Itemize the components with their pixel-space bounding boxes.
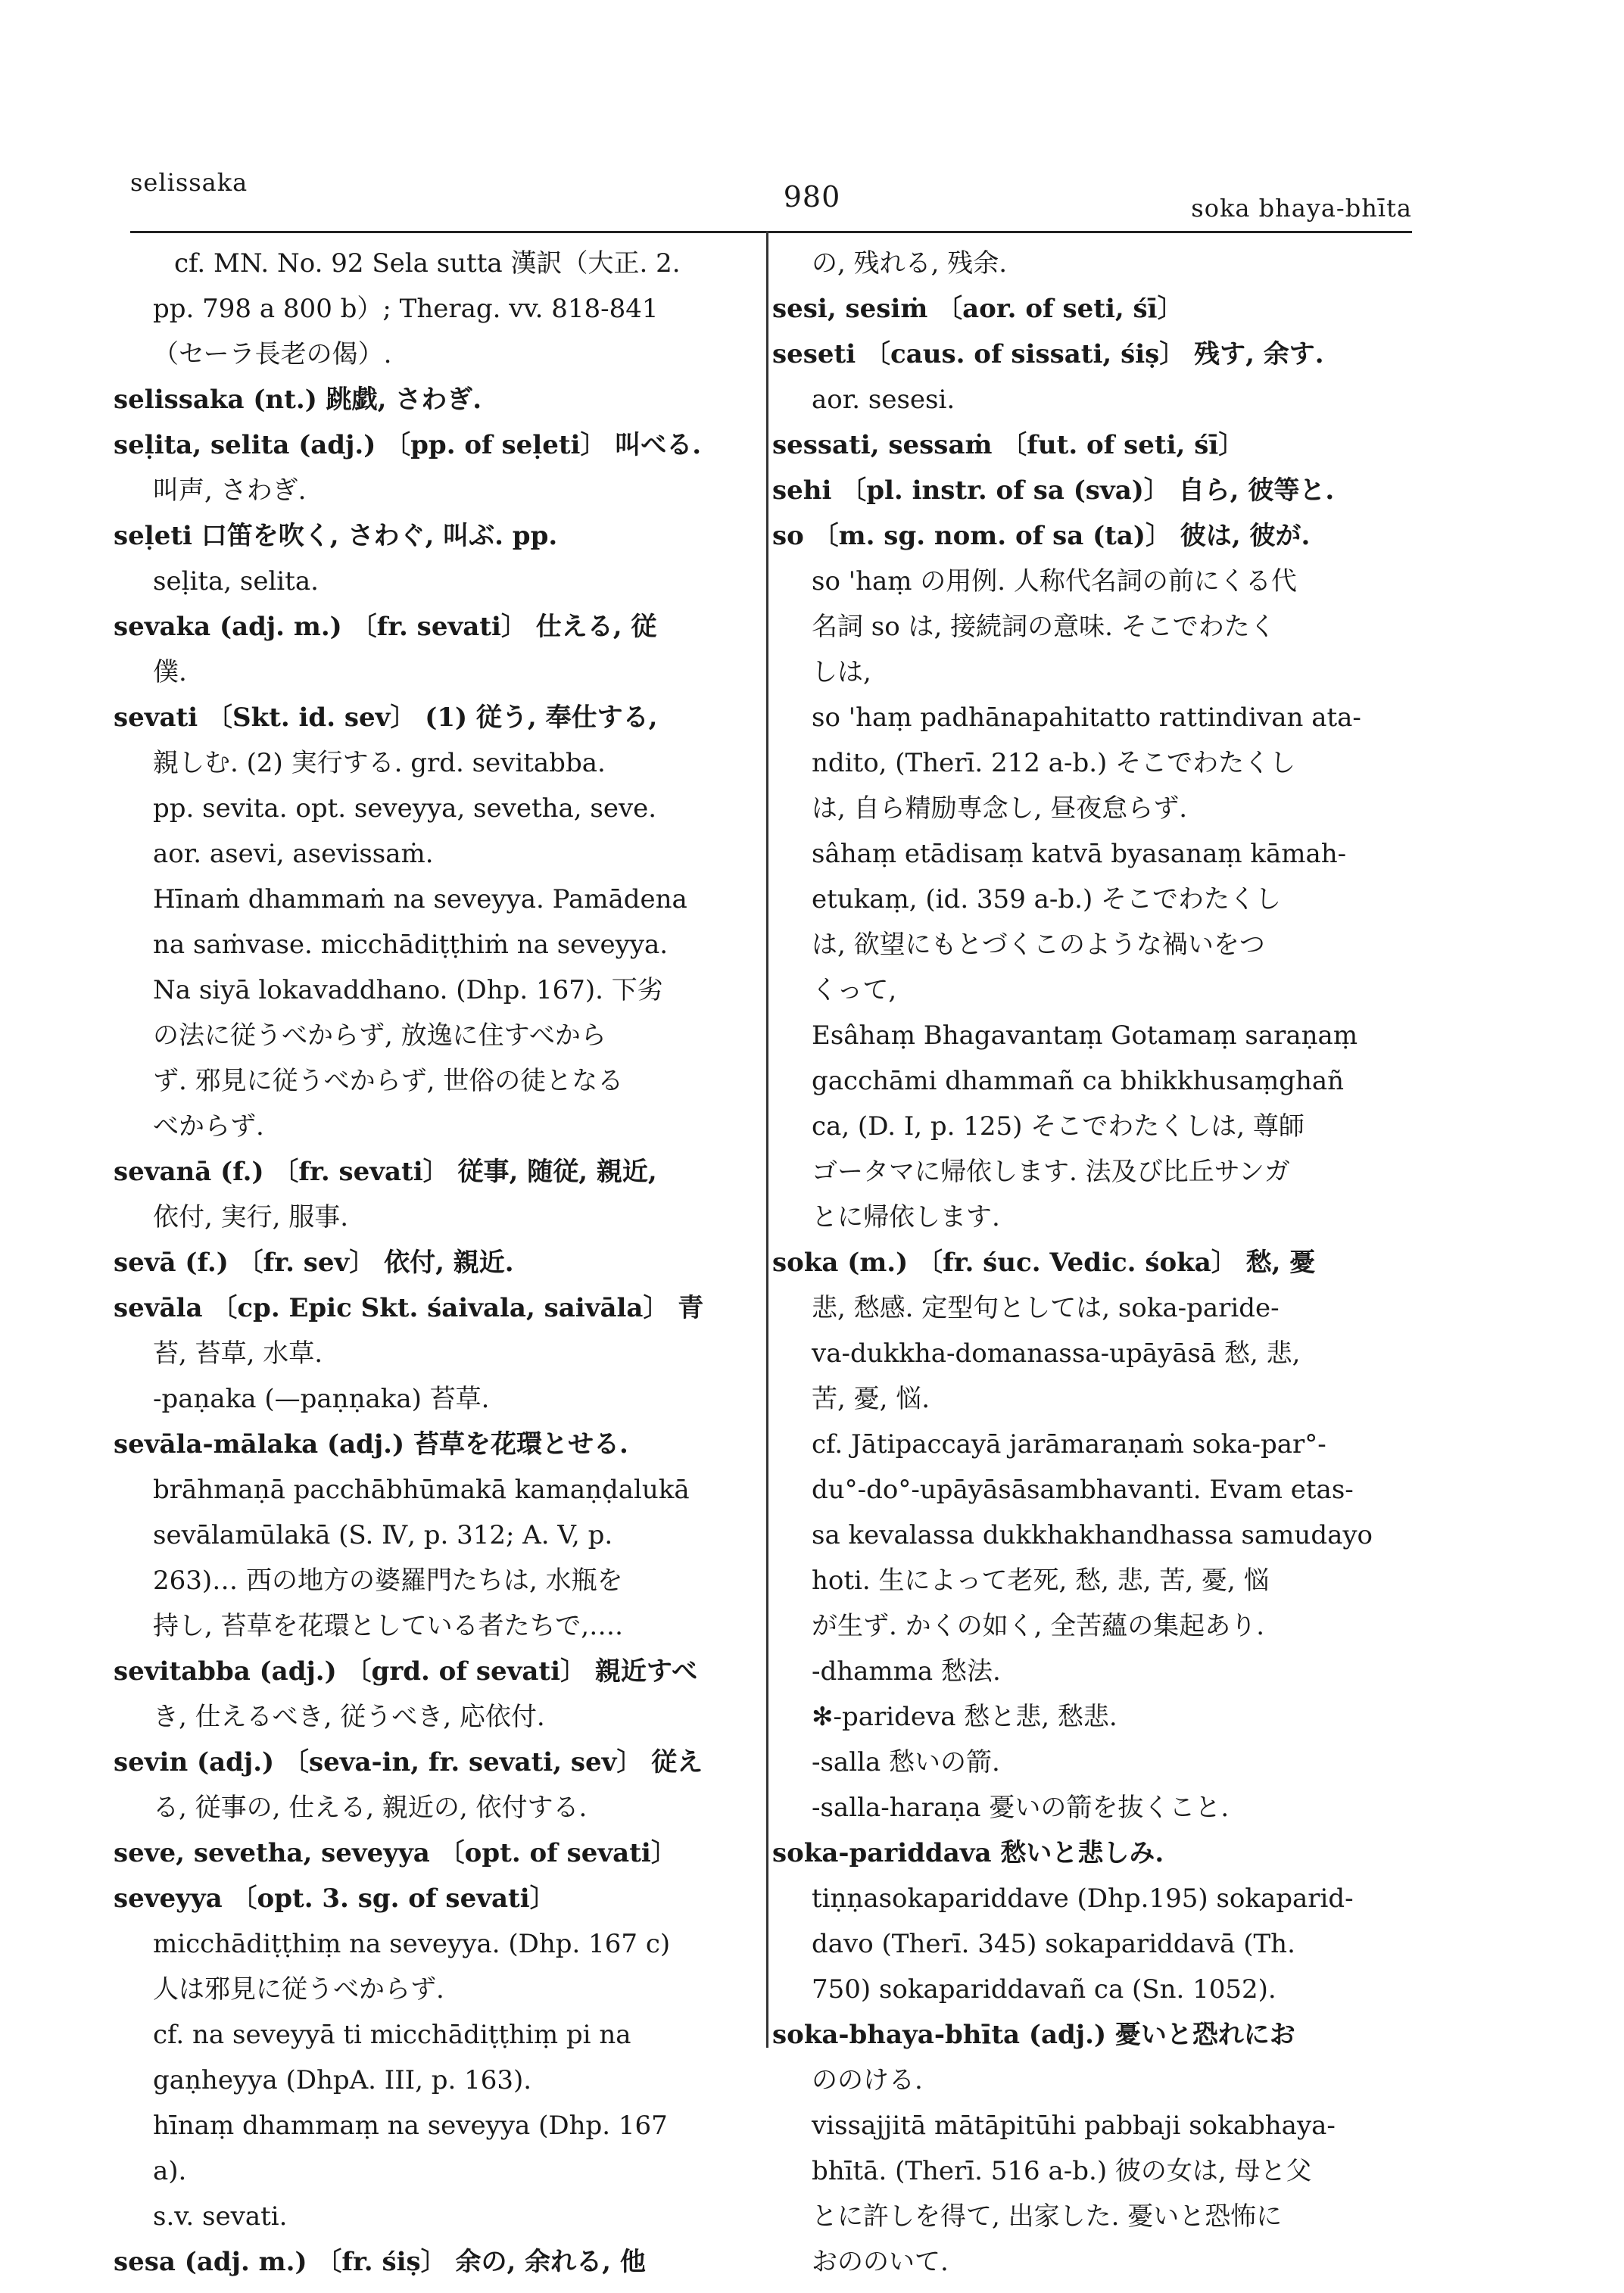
entry-headword-line: sevāla 〔cp. Epic Skt. śaivala, saivāla〕 青	[114, 1293, 704, 1323]
entry-text-line: cf. Jātipaccayā jarāmaraṇaṁ soka-par°-	[812, 1429, 1326, 1460]
entry-text-line: ゴータマに帰依します. 法及び比丘サンガ	[812, 1157, 1290, 1187]
entry-text-line: Hīnaṁ dhammaṁ na seveyya. Pamādena	[153, 884, 687, 914]
entry-text-line: sevālamūlakā (S. Ⅳ, p. 312; A. V, p.	[153, 1520, 613, 1550]
entry-text-line: ✻-parideva 愁と悲, 愁悲.	[812, 1702, 1117, 1732]
entry-headword-line: sevati 〔Skt. id. sev〕 (1) 従う, 奉仕する,	[114, 703, 658, 733]
entry-text-line: hīnaṃ dhammaṃ na seveyya (Dhp. 167	[153, 2111, 668, 2141]
entry-text-line: seḷita, selita.	[153, 566, 319, 597]
entry-headword-line: soka (m.) 〔fr. śuc. Vedic. śoka〕 愁, 憂	[772, 1248, 1316, 1278]
entry-text-line: ndito, (Therī. 212 a-b.) そこでわたくし	[812, 748, 1296, 778]
entry-text-line: -paṇaka (—paṇṇaka) 苔草.	[153, 1384, 490, 1414]
entry-headword-line: sehi 〔pl. instr. of sa (sva)〕 自ら, 彼等と.	[772, 475, 1335, 506]
entry-text-line: 人は邪見に従うべからず.	[153, 1974, 444, 2005]
entry-text-line: hoti. 生によって老死, 愁, 悲, 苦, 憂, 悩	[812, 1566, 1270, 1596]
entry-text-line: davo (Therī. 345) sokapariddavā (Th.	[812, 1929, 1295, 1959]
entry-text-line: 親しむ. (2) 実行する. grd. sevitabba.	[153, 748, 606, 778]
left-column	[114, 241, 742, 2285]
entry-headword-line: soka-bhaya-bhīta (adj.) 憂いと恐れにお	[772, 2020, 1295, 2050]
entry-text-line: sâhaṃ etādisaṃ katvā byasanaṃ kāmah-	[812, 839, 1347, 869]
entry-text-line: の法に従うべからず, 放逸に住すべから	[153, 1020, 606, 1051]
entry-headword-line: so 〔m. sg. nom. of sa (ta)〕 彼は, 彼が.	[772, 521, 1311, 551]
entry-text-line: は, 欲望にもとづくこのような禍いをつ	[812, 930, 1265, 960]
column-divider	[766, 231, 768, 2048]
entry-text-line: Na siyā lokavaddhano. (Dhp. 167). 下劣	[153, 975, 663, 1005]
entry-headword-line: sevanā (f.) 〔fr. sevati〕 従事, 随従, 親近,	[114, 1157, 657, 1187]
entry-text-line: 叫声, さわぎ.	[153, 475, 307, 506]
entry-text-line: ず. 邪見に従うべからず, 世俗の徒となる	[153, 1066, 624, 1096]
entry-text-line: -salla 愁いの箭.	[812, 1747, 1000, 1777]
entry-headword-line: seseti 〔caus. of sissati, śiṣ〕 残す, 余す.	[772, 339, 1324, 369]
entry-headword-line: sevā (f.) 〔fr. sev〕 依付, 親近.	[114, 1248, 514, 1278]
entry-headword-line: seve, sevetha, seveyya 〔opt. of sevati〕	[114, 1838, 677, 1868]
running-head-left: selissaka	[130, 168, 248, 197]
entry-text-line: -dhamma 愁法.	[812, 1656, 1001, 1687]
entry-text-line: が生ず. かくの如く, 全苦蘊の集起あり.	[812, 1611, 1265, 1641]
entry-text-line: pp. 798 a 800 b）; Therag. vv. 818-841	[153, 294, 659, 324]
entry-text-line: 苔, 苔草, 水草.	[153, 1338, 323, 1369]
entry-text-line: ca, (D. I, p. 125) そこでわたくしは, 尊師	[812, 1111, 1304, 1142]
entry-text-line: ののける.	[812, 2065, 923, 2095]
entry-text-line: cf. na seveyyā ti micchādiṭṭhiṃ pi na	[153, 2020, 631, 2050]
entry-headword-line: soka-pariddava 愁いと悲しみ.	[772, 1838, 1164, 1868]
entry-text-line: 263)… 西の地方の婆羅門たちは, 水瓶を	[153, 1566, 623, 1596]
entry-text-line: aor. asevi, asevissaṁ.	[153, 839, 434, 869]
entry-text-line: so 'haṃ padhānapahitatto rattindivan ata-	[812, 703, 1361, 733]
entry-text-line: Esâhaṃ Bhagavantaṃ Gotamaṃ saraṇaṃ	[812, 1020, 1358, 1051]
right-column	[772, 241, 1431, 2285]
entry-text-line: gaṇheyya (DhpA. III, p. 163).	[153, 2065, 532, 2095]
entry-text-line: pp. sevita. opt. seveyya, sevetha, seve.	[153, 793, 657, 824]
entry-headword-line: sesi, sesiṁ 〔aor. of seti, śī〕	[772, 294, 1183, 324]
header-rule	[130, 231, 1412, 233]
entry-text-line: は, 自ら精励専念し, 昼夜怠らず.	[812, 793, 1188, 824]
entry-text-line: しは,	[812, 657, 871, 687]
entry-text-line: brāhmaṇā pacchābhūmakā kamaṇḍalukā	[153, 1475, 690, 1505]
entry-text-line: va-dukkha-domanassa-upāyāsā 愁, 悲,	[812, 1338, 1301, 1369]
entry-text-line: べからず.	[153, 1111, 264, 1142]
entry-text-line: bhītā. (Therī. 516 a-b.) 彼の女は, 母と父	[812, 2156, 1312, 2186]
entry-text-line: る, 従事の, 仕える, 親近の, 依付する.	[153, 1793, 588, 1823]
entry-text-line: 名詞 so は, 接続詞の意味. そこでわたく	[812, 612, 1276, 642]
entry-text-line: aor. sesesi.	[812, 385, 955, 415]
entry-text-line: 依付, 実行, 服事.	[153, 1202, 349, 1232]
entry-headword-line: seḷita, selita (adj.) 〔pp. of seḷeti〕 叫べる.	[114, 430, 702, 460]
entry-text-line: du°-do°-upāyāsāsambhavanti. Evam etas-	[812, 1475, 1354, 1505]
page-number: 980	[783, 180, 841, 213]
entry-text-line: の, 残れる, 残余.	[812, 248, 1008, 279]
running-head-right: soka bhaya-bhīta	[1191, 194, 1412, 223]
entry-text-line: so 'haṃ の用例. 人称代名詞の前にくる代	[812, 566, 1297, 597]
entry-text-line: -salla-haraṇa 憂いの箭を抜くこと.	[812, 1793, 1230, 1823]
entry-headword-line: seḷeti 口笛を吹く, さわぐ, 叫ぶ. pp.	[114, 521, 558, 551]
entry-text-line: 苦, 憂, 悩.	[812, 1384, 930, 1414]
entry-text-line: etukaṃ, (id. 359 a-b.) そこでわたくし	[812, 884, 1282, 914]
entry-text-line: （セーラ長老の偈）.	[153, 339, 392, 369]
entry-text-line: a).	[153, 2156, 187, 2186]
entry-headword-line: selissaka (nt.) 跳戯, さわぎ.	[114, 385, 482, 415]
entry-text-line: 悲, 愁感. 定型句としては, soka-paride-	[812, 1293, 1280, 1323]
entry-headword-line: sevaka (adj. m.) 〔fr. sevati〕 仕える, 従	[114, 612, 657, 642]
entry-headword-line: sessati, sessaṁ 〔fut. of seti, śī〕	[772, 430, 1245, 460]
entry-text-line: おののいて.	[812, 2247, 949, 2277]
entry-text-line: 持し, 苔草を花環としている者たちで,….	[153, 1611, 623, 1641]
entry-text-line: き, 仕えるべき, 従うべき, 応依付.	[153, 1702, 545, 1732]
entry-text-line: micchādiṭṭhiṃ na seveyya. (Dhp. 167 c)	[153, 1929, 671, 1959]
entry-headword-line: sevitabba (adj.) 〔grd. of sevati〕 親近すべ	[114, 1656, 698, 1687]
entry-text-line: gacchāmi dhammañ ca bhikkhusaṃghañ	[812, 1066, 1345, 1096]
entry-text-line: tiṇṇasokapariddave (Dhp.195) sokaparid-	[812, 1883, 1354, 1914]
entry-headword-line: sevāla-mālaka (adj.) 苔草を花環とせる.	[114, 1429, 628, 1460]
entry-text-line: na saṁvase. micchādiṭṭhiṁ na seveyya.	[153, 930, 669, 960]
entry-text-line: sa kevalassa dukkhakhandhassa samudayo	[812, 1520, 1373, 1550]
entry-text-line: s.v. sevati.	[153, 2201, 288, 2232]
entry-text-line: vissajjitā mātāpitūhi pabbaji sokabhaya-	[812, 2111, 1336, 2141]
entry-text-line: とに許しを得て, 出家した. 憂いと恐怖に	[812, 2201, 1283, 2232]
entry-text-line: くって,	[812, 975, 897, 1005]
entry-text-line: 僕.	[153, 657, 187, 687]
entry-headword-line: sesa (adj. m.) 〔fr. śiṣ〕 余の, 余れる, 他	[114, 2247, 646, 2277]
entry-headword-line: seveyya 〔opt. 3. sg. of sevati〕	[114, 1883, 556, 1914]
entry-headword-line: sevin (adj.) 〔seva-in, fr. sevati, sev〕 従え	[114, 1747, 703, 1777]
entry-text-line: とに帰依します.	[812, 1202, 1000, 1232]
entry-text-line: cf. MN. No. 92 Sela sutta 漢訳（大正. 2.	[174, 248, 681, 279]
entry-text-line: 750) sokapariddavañ ca (Sn. 1052).	[812, 1974, 1276, 2005]
